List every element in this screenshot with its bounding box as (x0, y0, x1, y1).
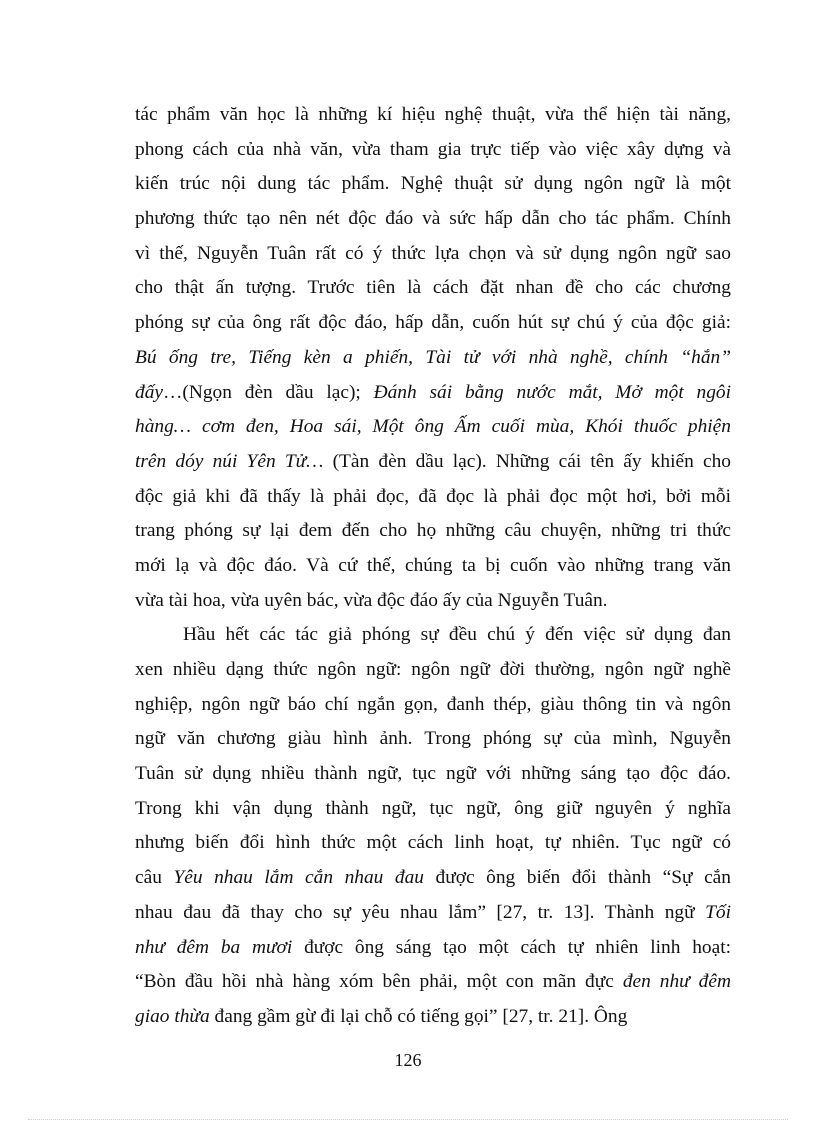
text-line (135, 445, 731, 480)
text-line (135, 792, 731, 827)
footer-divider (28, 1119, 788, 1120)
text-line (135, 688, 731, 723)
italic-text-segment: Bú ống tre, Tiếng kèn a phiến, Tài tử với nhà nghề, chính “hắn” (135, 346, 731, 368)
text-segment: vì thế, Nguyễn Tuân rất có ý thức lựa chọn và sử dụng ngôn ngữ sao (135, 242, 731, 264)
text-line (135, 306, 731, 341)
italic-text-segment: đen như đêm (622, 971, 731, 993)
text-line (135, 618, 731, 653)
italic-text-segment: hàng… cơm đen, Hoa sái, Một ông Ấm cuối mùa, Khói thuốc phiện (135, 416, 731, 438)
italic-text-segment: như đêm ba mươi (135, 936, 293, 958)
text-segment: độc giả khi đã thấy là phải đọc, đã đọc là phải đọc một hơi, bởi mỗi (135, 485, 731, 507)
text-segment: phong cách của nhà văn, vừa tham gia trực tiếp vào việc xây dựng và (135, 138, 731, 160)
text-segment: nhưng biến đổi hình thức một cách linh hoạt, tự nhiên. Tục ngữ có (135, 832, 731, 854)
text-line (135, 757, 731, 792)
text-line (135, 133, 731, 168)
text-segment: kiến trúc nội dung tác phẩm. Nghệ thuật sử dụng ngôn ngữ là một (135, 173, 731, 195)
text-segment: mới lạ và độc đáo. Và cứ thế, chúng ta bị cuốn vào những trang văn (135, 554, 731, 576)
text-line (135, 584, 731, 619)
text-segment: phương thức tạo nên nét độc đáo và sức hấp dẫn cho tác phẩm. Chính (135, 208, 731, 230)
text-line (135, 653, 731, 688)
text-segment: đang gầm gừ đi lại chỗ có tiếng gọi” [27, tr. 21]. Ông (209, 1005, 628, 1027)
text-line (135, 202, 731, 237)
text-segment: ngữ văn chương giàu hình ảnh. Trong phóng sự của mình, Nguyễn (135, 728, 731, 750)
page-number: 126 (394, 1050, 422, 1070)
text-segment: cho thật ấn tượng. Trước tiên là cách đặt nhan đề cho các chương (135, 277, 731, 299)
italic-text-segment: trên dóy núi Yên Tử… (135, 450, 324, 472)
text-segment: nhau đau đã thay cho sự yêu nhau lắm” [27, tr. 13]. Thành ngữ (135, 901, 706, 923)
italic-text-segment: đấy (135, 381, 163, 403)
text-line (135, 410, 731, 445)
text-line (135, 861, 731, 896)
text-line (135, 376, 731, 411)
italic-text-segment: Yêu nhau lắm cắn nhau đau (173, 867, 424, 889)
text-line (135, 931, 731, 966)
text-segment: xen nhiều dạng thức ngôn ngữ: ngôn ngữ đời thường, ngôn ngữ nghề (135, 659, 731, 680)
text-segment: câu (135, 867, 174, 889)
text-line (135, 341, 731, 376)
italic-text-segment: Đánh sái bằng nước mắt, Mở một ngôi (373, 381, 731, 403)
text-line (135, 1000, 731, 1035)
text-segment: vừa tài hoa, vừa uyên bác, vừa độc đáo ấy của Nguyễn Tuân. (135, 589, 608, 611)
text-line (135, 896, 731, 931)
body-text (135, 98, 731, 1035)
italic-text-segment: giao thừa (135, 1005, 210, 1027)
text-segment: …(Ngọn đèn dầu lạc); (163, 381, 374, 403)
text-segment: tác phẩm văn học là những kí hiệu nghệ thuật, vừa thể hiện tài năng, (135, 104, 731, 125)
text-line (135, 965, 731, 1000)
text-line (135, 98, 731, 133)
text-line (135, 167, 731, 202)
text-segment: được ông biến đổi thành “Sự cắn (423, 867, 731, 889)
text-segment: trang phóng sự lại đem đến cho họ những câu chuyện, những tri thức (135, 520, 731, 542)
text-line (135, 271, 731, 306)
text-segment: được ông sáng tạo một cách tự nhiên linh hoạt: (292, 936, 731, 958)
text-segment: (Tàn đèn dầu lạc). Những cái tên ấy khiến cho (323, 450, 731, 472)
text-line (135, 514, 731, 549)
text-segment: nghiệp, ngôn ngữ báo chí ngắn gọn, đanh thép, giàu thông tin và ngôn (135, 693, 731, 715)
text-line (135, 237, 731, 272)
text-segment: Trong khi vận dụng thành ngữ, tục ngữ, ông giữ nguyên ý nghĩa (135, 797, 731, 819)
text-segment: Tuân sử dụng nhiều thành ngữ, tục ngữ với những sáng tạo độc đáo. (135, 763, 731, 785)
text-segment: phóng sự của ông rất độc đáo, hấp dẫn, cuốn hút sự chú ý của độc giả: (135, 312, 731, 334)
text-segment: Hầu hết các tác giả phóng sự đều chú ý đến việc sử dụng đan (183, 624, 731, 646)
text-segment: “Bòn đầu hồi nhà hàng xóm bên phải, một con mãn đực (135, 971, 623, 993)
text-line (135, 722, 731, 757)
text-line (135, 826, 731, 861)
italic-text-segment: Tối (705, 901, 731, 923)
text-line (135, 549, 731, 584)
text-line (135, 480, 731, 515)
